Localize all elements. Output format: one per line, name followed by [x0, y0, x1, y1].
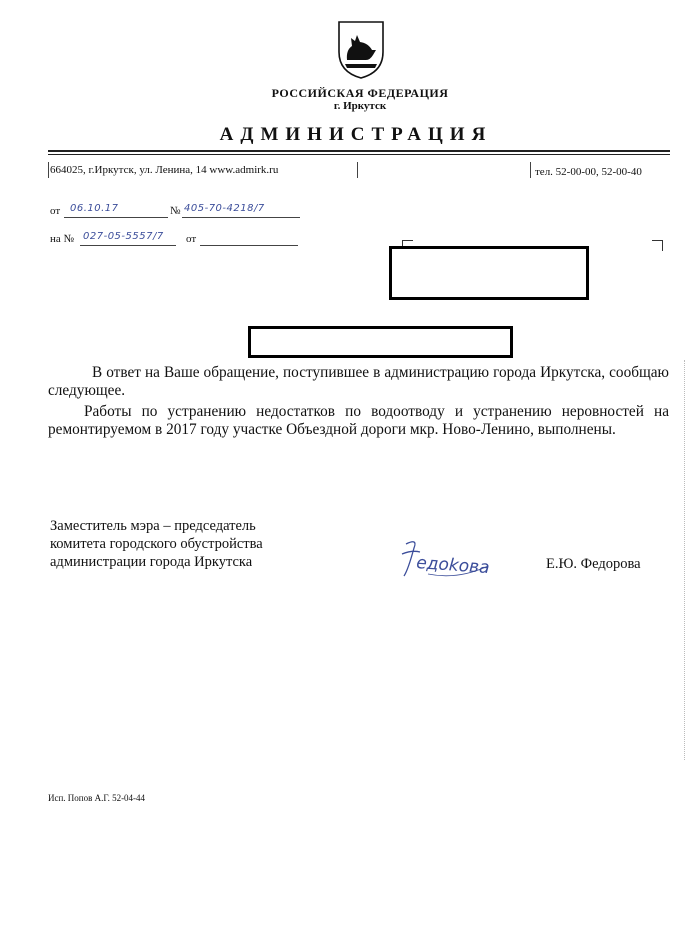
ref-field	[80, 230, 176, 246]
signer-position	[50, 517, 263, 571]
position-line-3: администрации города Иркутска	[50, 554, 253, 570]
ref-date-label: от	[186, 233, 197, 245]
body-paragraph-2-text: Работы по устранению недостатков по водоотводу и устранению неровностей на ремонтируемом в 2017 году участке Объездной дороги мкр. Ново-Ленино, выполнены.	[48, 403, 669, 438]
date-field	[64, 202, 168, 218]
scan-edge-marks	[684, 360, 686, 760]
header-rule-thick	[48, 150, 670, 152]
number-label: №	[170, 205, 181, 217]
city-name: г. Иркутск	[333, 100, 387, 112]
body-paragraph-1-text: В ответ на Ваше обращение, поступившее в администрацию города Иркутска, сообщаю следующее.	[48, 364, 669, 399]
executor-line: Исп. Попов А.Г. 52-04-44	[48, 793, 146, 803]
address-tick-left	[48, 162, 49, 178]
position-line-2: комитета городского обустройства	[50, 536, 263, 552]
phone-line: тел. 52-00-00, 52-00-40	[535, 166, 642, 178]
ref-label: на №	[50, 233, 75, 245]
number-value: 405-70-4218/7	[184, 203, 265, 214]
number-field	[182, 202, 300, 218]
phone-tick	[530, 162, 531, 178]
body-paragraph-2	[48, 403, 669, 439]
redacted-salutation-box	[248, 326, 513, 358]
addressee-corner-right	[652, 240, 663, 251]
handwritten-signature	[398, 536, 494, 586]
signer-name: Е.Ю. Федорова	[546, 556, 641, 572]
irkutsk-coat-of-arms-icon	[336, 20, 386, 80]
body-paragraph-1	[48, 364, 669, 400]
position-line-1: Заместитель мэра – председатель	[50, 518, 256, 534]
ref-value: 027-05-5557/7	[83, 231, 164, 242]
redacted-addressee-box	[389, 246, 589, 300]
address-line: 664025, г.Иркутск, ул. Ленина, 14 www.admirk.ru	[50, 164, 279, 176]
address-tick-middle	[357, 162, 358, 178]
country-name: РОССИЙСКАЯ ФЕДЕРАЦИЯ	[271, 86, 449, 100]
date-label: от	[50, 205, 61, 217]
header-rule-thin	[48, 154, 670, 155]
svg-text:едоkова: едоkова	[415, 553, 491, 579]
ref-date-field	[200, 230, 298, 246]
organization-title: АДМИНИСТРАЦИЯ	[219, 124, 493, 145]
date-value: 06.10.17	[70, 203, 119, 214]
